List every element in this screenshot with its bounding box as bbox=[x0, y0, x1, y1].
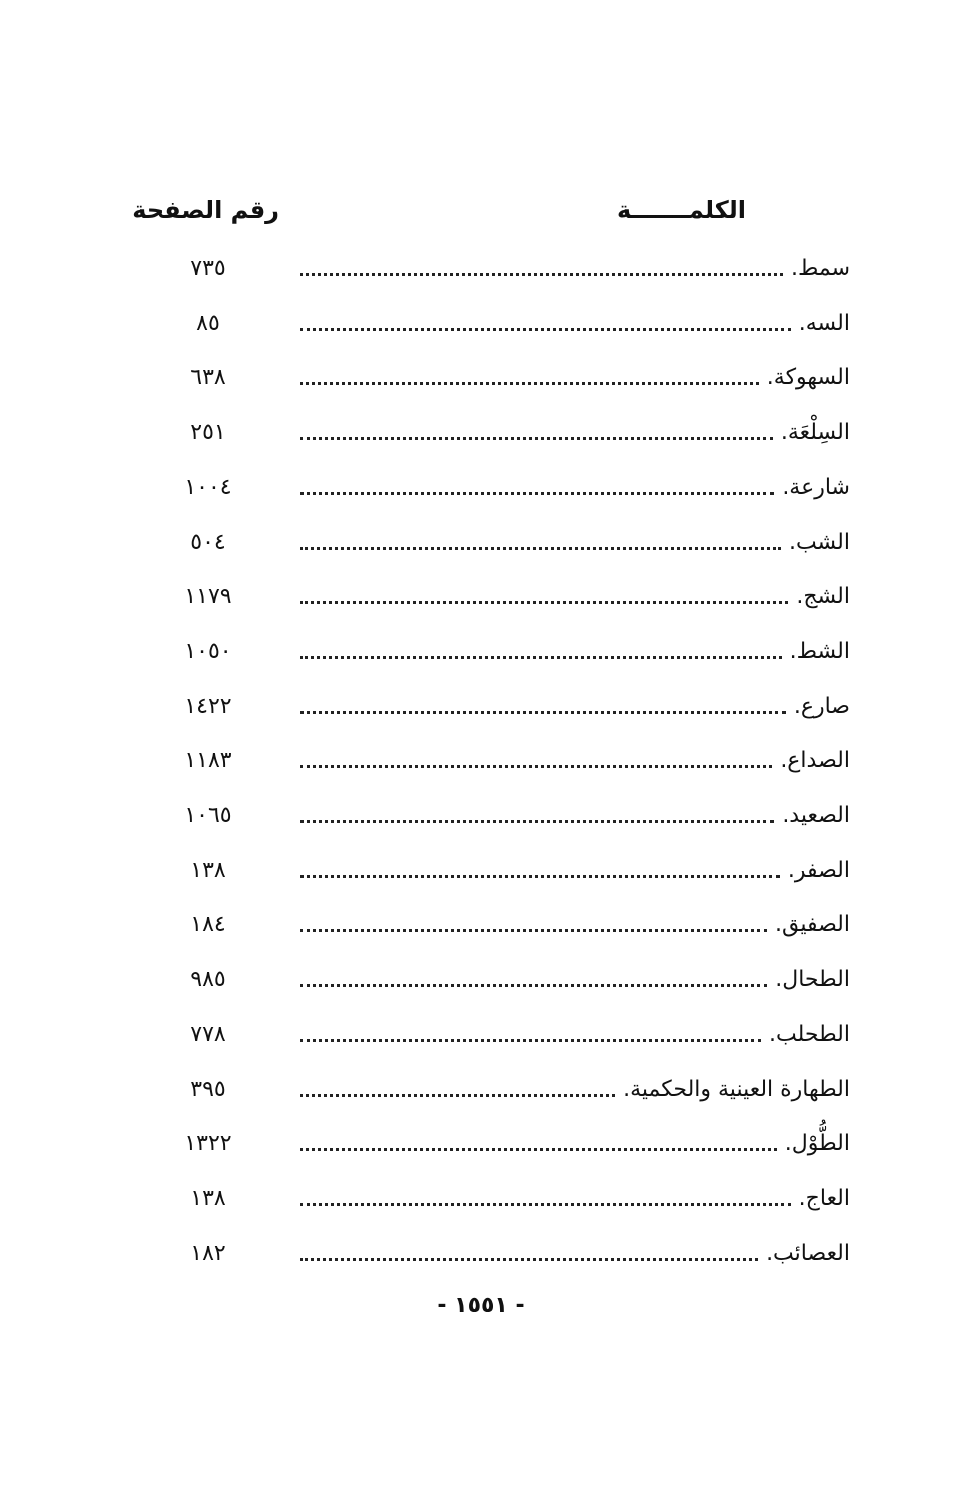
dot-leader bbox=[300, 382, 759, 385]
index-term: الطُّوْل. bbox=[784, 1131, 850, 1156]
index-page-number: ٧٧٨ bbox=[190, 1022, 226, 1047]
index-page-number: ١٣٨ bbox=[190, 1186, 226, 1211]
index-term: الطحال. bbox=[775, 967, 850, 992]
dot-leader bbox=[300, 328, 791, 331]
index-term: الطحلب. bbox=[769, 1022, 850, 1047]
index-page-number: ١٠٠٤ bbox=[184, 475, 232, 500]
index-term: الشب. bbox=[788, 530, 850, 555]
index-term: الصفيق. bbox=[774, 912, 850, 937]
index-page-number: ١١٨٣ bbox=[184, 748, 232, 773]
index-term: السِلْعَة. bbox=[780, 420, 850, 445]
index-term: شارعة. bbox=[782, 475, 850, 500]
dot-leader bbox=[300, 1039, 761, 1042]
dot-leader bbox=[300, 601, 788, 604]
index-page-number: ٧٣٥ bbox=[190, 256, 226, 281]
index-page-number: ١٨٤ bbox=[190, 912, 226, 937]
index-page-number: ٢٥١ bbox=[190, 420, 226, 445]
index-term: السهوكة. bbox=[766, 365, 850, 390]
index-term: سمط. bbox=[790, 256, 850, 281]
index-entry bbox=[150, 577, 850, 617]
index-term: الشج. bbox=[796, 584, 850, 609]
index-page-number: ٨٥ bbox=[196, 311, 220, 336]
index-entry bbox=[150, 905, 850, 945]
index-page-number: ١٠٦٥ bbox=[184, 803, 232, 828]
index-page-number: ٦٣٨ bbox=[190, 365, 226, 390]
dot-leader bbox=[300, 875, 780, 878]
dot-leader bbox=[300, 711, 786, 714]
dot-leader bbox=[300, 1148, 777, 1151]
index-term: الطهارة العينية والحكمية. bbox=[623, 1077, 850, 1102]
dot-leader bbox=[300, 984, 767, 987]
index-page-number: ٥٠٤ bbox=[190, 530, 226, 555]
index-page-number: ١١٧٩ bbox=[184, 584, 232, 609]
index-term: صارع. bbox=[793, 694, 850, 719]
index-entry bbox=[150, 468, 850, 508]
dot-leader bbox=[300, 1094, 615, 1097]
column-header-word: الكلمـــــــة bbox=[616, 196, 746, 224]
index-term: الصعيد. bbox=[782, 803, 850, 828]
index-entry bbox=[150, 960, 850, 1000]
index-page-number: ١٨٢ bbox=[190, 1241, 226, 1266]
index-entry bbox=[150, 1179, 850, 1219]
index-term: العصائب. bbox=[766, 1241, 850, 1266]
index-term: الشط. bbox=[789, 639, 850, 664]
dot-leader bbox=[300, 492, 774, 495]
index-term: السه. bbox=[798, 311, 850, 336]
dot-leader bbox=[300, 1203, 791, 1206]
index-entry bbox=[150, 741, 850, 781]
page-number: - ١٥٥١ - bbox=[437, 1293, 525, 1318]
index-entry bbox=[150, 687, 850, 727]
index-entry bbox=[150, 358, 850, 398]
index-entry bbox=[150, 249, 850, 289]
dot-leader bbox=[300, 820, 774, 823]
dot-leader bbox=[300, 929, 767, 932]
dot-leader bbox=[300, 273, 783, 276]
index-term: الصفر. bbox=[787, 858, 850, 883]
index-entry bbox=[150, 632, 850, 672]
dot-leader bbox=[300, 437, 773, 440]
index-page-number: ١٣٨ bbox=[190, 858, 226, 883]
index-entry bbox=[150, 796, 850, 836]
index-entry bbox=[150, 851, 850, 891]
index-entry bbox=[150, 1234, 850, 1274]
dot-leader bbox=[300, 547, 781, 550]
index-page-number: ١٤٢٢ bbox=[184, 694, 232, 719]
index-page-number: ١٣٢٢ bbox=[184, 1131, 232, 1156]
index-entry bbox=[150, 1015, 850, 1055]
index-entry bbox=[150, 523, 850, 563]
index-term: العاج. bbox=[798, 1186, 850, 1211]
index-term: الصداع. bbox=[780, 748, 850, 773]
dot-leader bbox=[300, 765, 772, 768]
index-entry bbox=[150, 413, 850, 453]
index-page-number: ٣٩٥ bbox=[190, 1077, 226, 1102]
index-entry bbox=[150, 1070, 850, 1110]
dot-leader bbox=[300, 1258, 758, 1261]
index-page-number: ٩٨٥ bbox=[190, 967, 226, 992]
index-entry bbox=[150, 1124, 850, 1164]
index-entry bbox=[150, 304, 850, 344]
index-page-number: ١٠٥٠ bbox=[184, 639, 232, 664]
column-header-page: رقم الصفحة bbox=[132, 196, 279, 224]
dot-leader bbox=[300, 656, 782, 659]
